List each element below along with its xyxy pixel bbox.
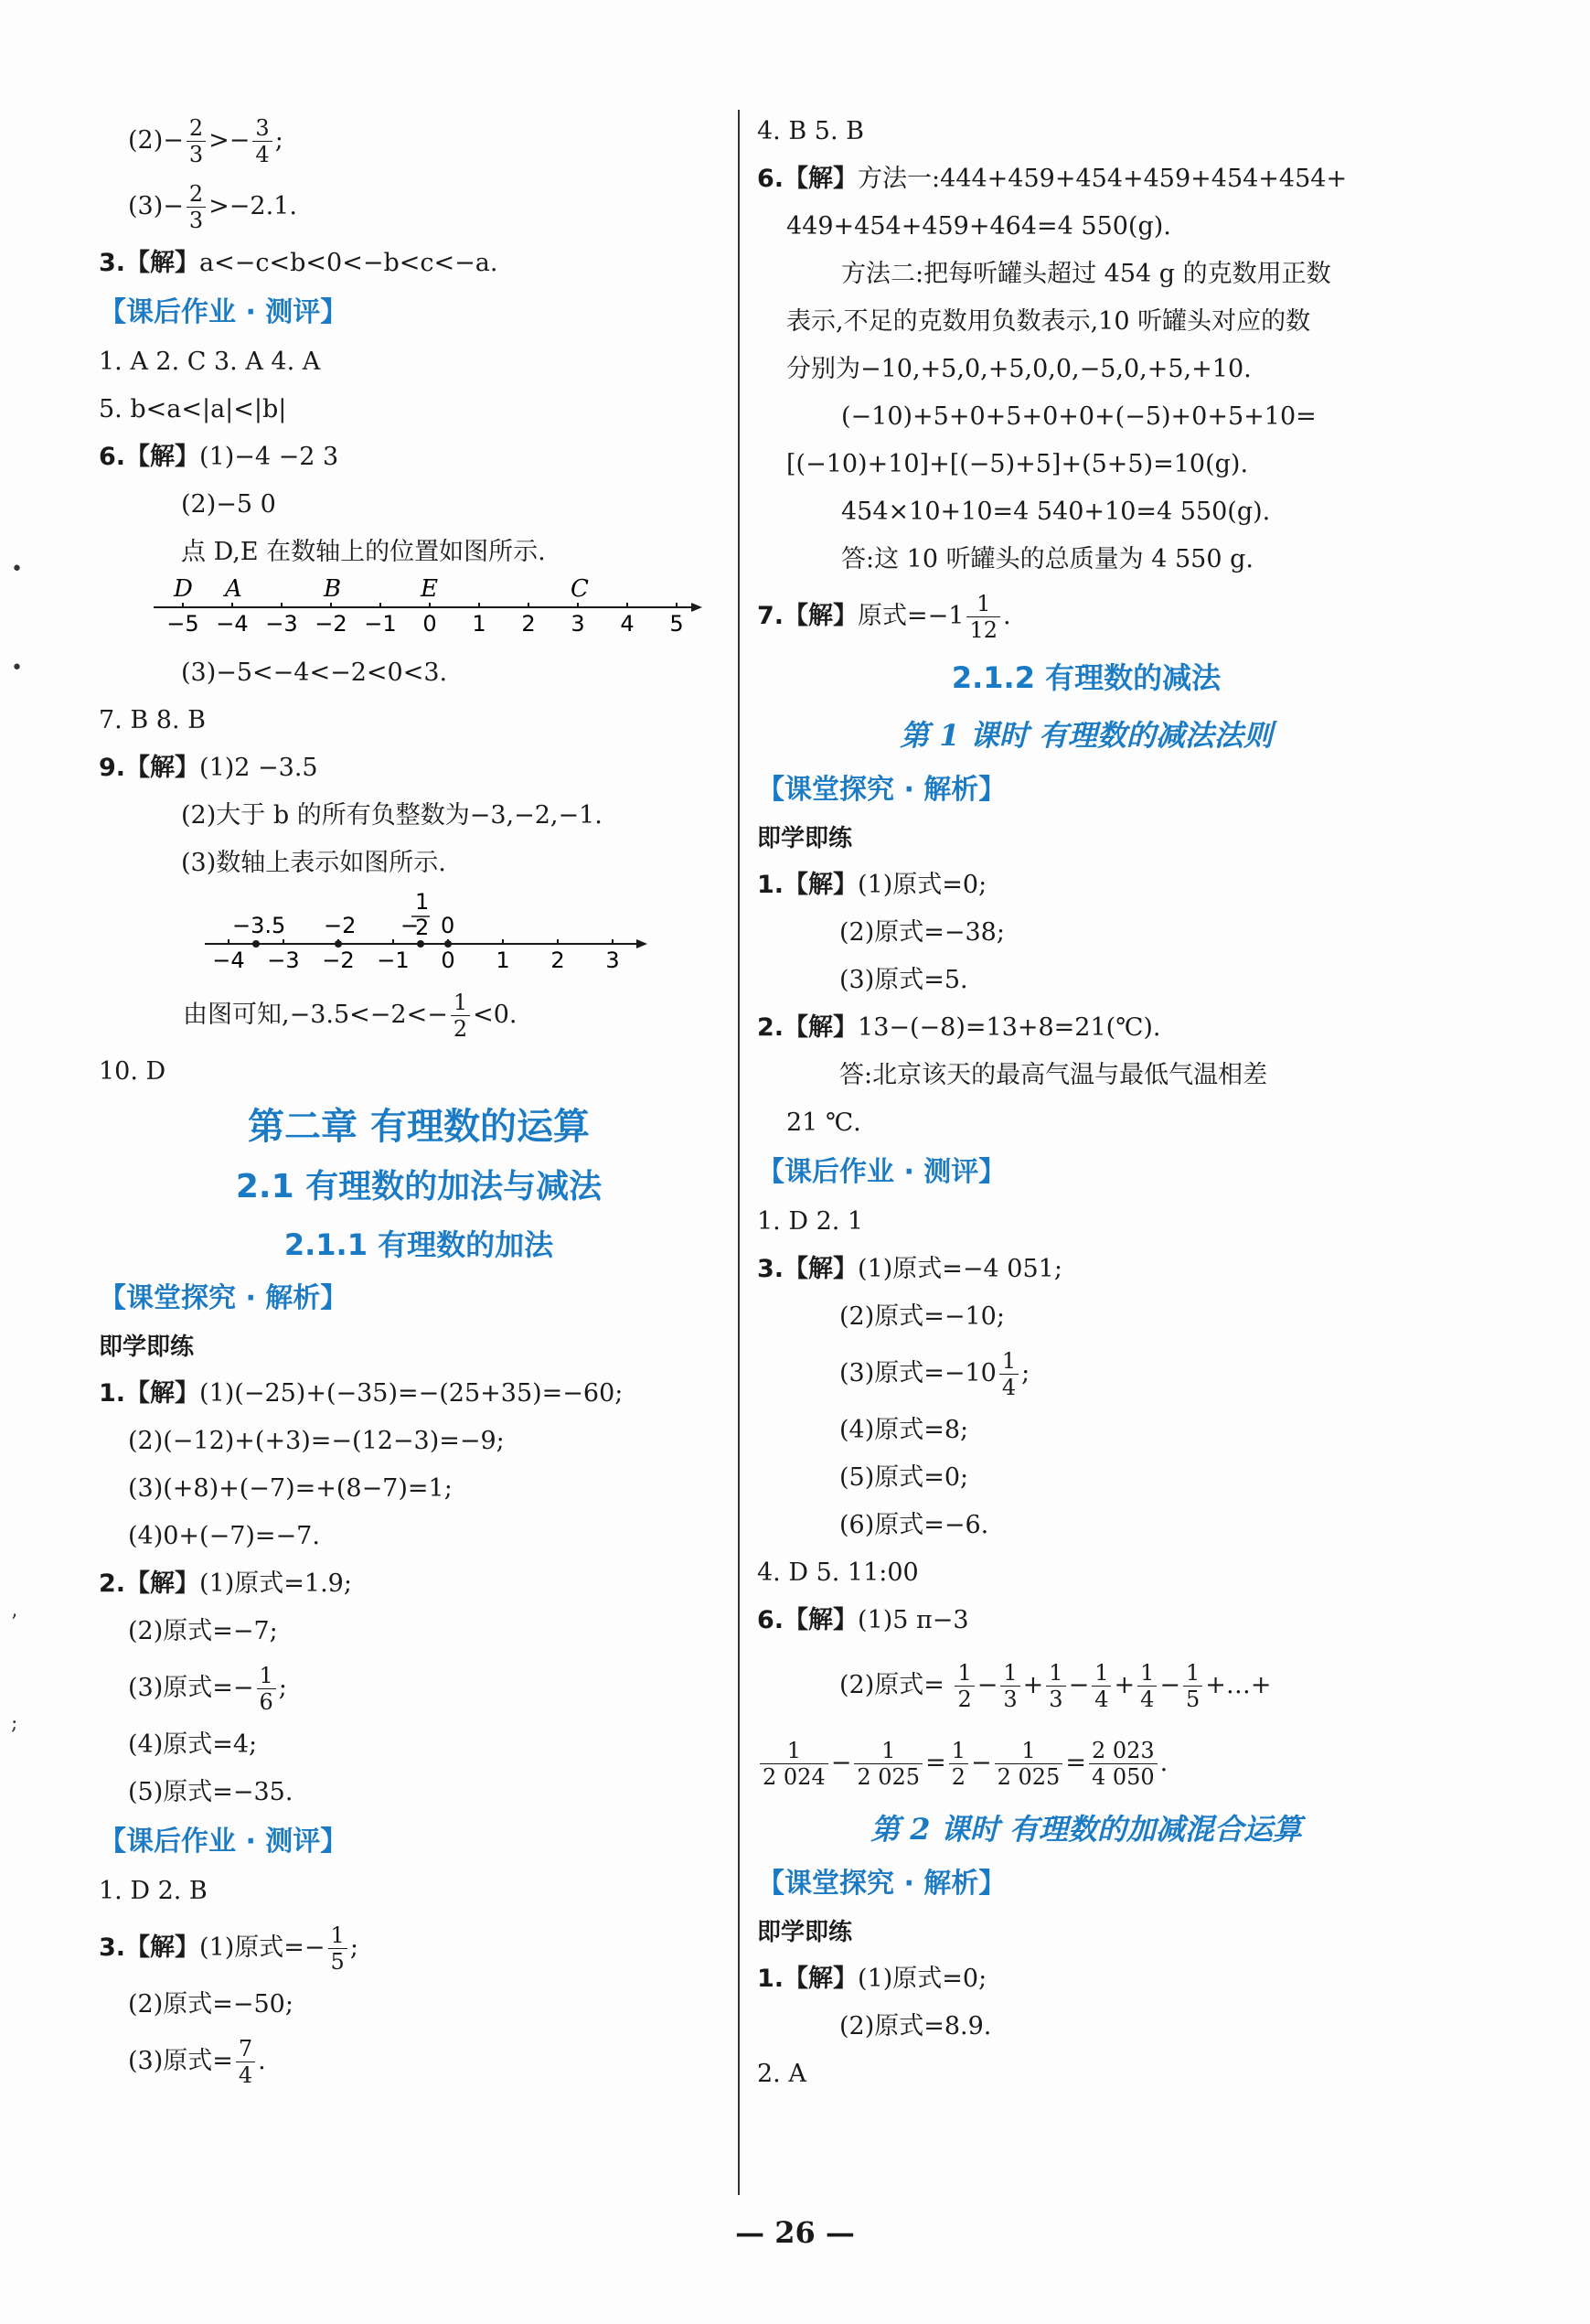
lesson-title: 第 1 课时 有理数的减法法则 [900, 718, 1273, 753]
number-line-2 [99, 887, 739, 982]
practice-label: 即学即练 [757, 825, 853, 852]
tick-label: −3 [265, 611, 298, 637]
fraction: $\frac{1}{2}$ [955, 1660, 974, 1712]
answer-line: (3)原式= $\frac{7}{4}$ . [128, 2036, 266, 2088]
fraction: $\frac{1}{4}$ [1137, 1660, 1157, 1712]
answer-line: (3)− $\frac{2}{3}$ >−2.1. [128, 181, 297, 233]
fraction: $\frac{2}{3}$ [187, 181, 206, 233]
answer-line: (2)原式=−50; [128, 1990, 293, 2019]
axis-arrow [636, 939, 647, 948]
fraction: $\frac{1}{2 024}$ [760, 1738, 828, 1790]
answer-line: (2)原式=−10; [839, 1302, 1005, 1331]
fraction: $\frac{1}{2}$ [949, 1738, 968, 1790]
point-label-B: B [324, 576, 342, 603]
answer-line: 10. D [99, 1057, 166, 1086]
section-label: 【课后作业 · 测评】 [757, 1156, 1007, 1188]
point-label: 0 [441, 913, 455, 938]
answer-line: 21 ℃. [786, 1108, 861, 1137]
point-marker [252, 940, 260, 948]
margin-mark: • [11, 657, 23, 680]
fraction: $\frac{1}{12}$ [966, 591, 1000, 643]
section-label: 【课后作业 · 测评】 [99, 296, 348, 328]
tick-label: −3 [267, 948, 300, 973]
answer-line: (5)原式=0; [839, 1463, 969, 1492]
tick-label: 0 [441, 948, 455, 973]
answer-line: (2)−5 0 [181, 490, 276, 519]
section-label: 【课堂探究 · 解析】 [757, 1868, 1007, 1900]
answer-line: 3.【解】(1)原式=− $\frac{1}{5}$ ; [99, 1922, 358, 1975]
answer-line: 5. b<a<|a|<|b| [99, 395, 287, 423]
point-label: −2 [324, 913, 357, 938]
fraction: $\frac{2}{3}$ [187, 115, 206, 167]
answer-line: (3)原式=−10 $\frac{1}{4}$ ; [839, 1348, 1030, 1400]
answer-line: 4. D 5. 11:00 [757, 1558, 919, 1587]
tick-label: 3 [571, 611, 585, 637]
answer-line: 3.【解】(1)原式=−4 051; [757, 1255, 1062, 1283]
answer-line: 6.【解】(1)−4 −2 3 [99, 443, 339, 471]
answer-line: (2)原式=−38; [839, 918, 1005, 947]
answer-line: 点 D,E 在数轴上的位置如图所示. [181, 538, 546, 566]
answer-line: 分别为−10,+5,0,+5,0,0,−5,0,+5,+10. [786, 355, 1252, 383]
answer-line: 454×10+10=4 540+10=4 550(g). [841, 498, 1271, 526]
tick-label: −2 [322, 948, 355, 973]
fraction: $\frac{2 023}{4 050}$ [1089, 1738, 1158, 1790]
tick-label: −1 [364, 611, 397, 637]
fraction: $\frac{1}{2 025}$ [995, 1738, 1063, 1790]
answer-line: 1. A 2. C 3. A 4. A [99, 348, 321, 376]
answer-line: (4)原式=4; [128, 1730, 258, 1759]
point-label: − [400, 913, 420, 938]
point-label-C: C [571, 576, 589, 603]
answer-line: (6)原式=−6. [839, 1511, 989, 1539]
tick-label: 1 [472, 611, 486, 637]
answer-line: 1.【解】(1)原式=0; [757, 871, 987, 899]
answer-line: 6.【解】方法一:444+459+454+459+454+454+ [757, 165, 1348, 193]
answer-line: [(−10)+10]+[(−5)+5]+(5+5)=10(g). [786, 450, 1249, 478]
tick-label: 3 [605, 948, 620, 973]
answer-line: 1.【解】(1)原式=0; [757, 1965, 987, 1993]
point-label-A: A [225, 576, 242, 603]
fraction: $\frac{1}{5}$ [328, 1922, 347, 1975]
answer-line: (2)大于 b 的所有负整数为−3,−2,−1. [181, 801, 603, 830]
fraction: $\frac{1}{6}$ [257, 1663, 276, 1715]
fraction: $\frac{7}{4}$ [236, 2036, 255, 2088]
answer-line: (3)(+8)+(−7)=+(8−7)=1; [128, 1474, 453, 1503]
tick-label: 2 [550, 948, 565, 973]
point-label: 2 [415, 915, 430, 940]
subsection-title: 2.1.1 有理数的加法 [283, 1227, 554, 1262]
left-column [99, 108, 739, 2094]
fraction: $\frac{1}{2}$ [451, 990, 470, 1042]
answer-line: (3)−5<−4<−2<0<3. [181, 659, 448, 687]
section-label: 【课后作业 · 测评】 [99, 1826, 348, 1858]
answer-line: 7.【解】原式=−1 $\frac{1}{12}$ . [757, 591, 1011, 643]
practice-label: 即学即练 [757, 1919, 853, 1946]
answer-line: 2.【解】13−(−8)=13+8=21(℃). [757, 1013, 1161, 1042]
margin-mark: ; [11, 1712, 18, 1735]
answer-line: (3)原式=− $\frac{1}{6}$ ; [128, 1663, 287, 1715]
point-label: 1 [415, 889, 430, 915]
fraction: $\frac{1}{4}$ [1092, 1660, 1111, 1712]
answer-line: 4. B 5. B [757, 117, 864, 145]
chapter-title: 第二章 有理数的运算 [248, 1106, 590, 1148]
answer-line: 答:这 10 听罐头的总质量为 4 550 g. [841, 545, 1254, 573]
point-marker [417, 940, 424, 948]
tick-label: 5 [669, 611, 684, 637]
answer-line: (3)原式=5. [839, 966, 968, 994]
answer-line: 9.【解】(1)2 −3.5 [99, 754, 318, 782]
answer-line: (4)原式=8; [839, 1416, 969, 1444]
tick-label: 0 [422, 611, 437, 637]
tick-label: −1 [377, 948, 410, 973]
answer-line: 6.【解】(1)5 π−3 [757, 1606, 969, 1634]
fraction: $\frac{1}{5}$ [1183, 1660, 1202, 1712]
lesson-title: 第 2 课时 有理数的加减混合运算 [870, 1812, 1302, 1847]
answer-line: 3.【解】a<−c<b<0<−b<c<−a. [99, 249, 498, 277]
practice-label: 即学即练 [99, 1333, 195, 1361]
point-label-E: E [421, 576, 438, 603]
answer-line: 1. D 2. 1 [757, 1207, 864, 1236]
tick-label: −4 [212, 948, 245, 973]
answer-line: (3)数轴上表示如图所示. [181, 849, 446, 877]
answer-line: 由图可知,−3.5<−2<− $\frac{1}{2}$ <0. [183, 990, 518, 1042]
answer-line: 方法二:把每听罐头超过 454 g 的克数用正数 [841, 260, 1331, 288]
answer-line: (4)0+(−7)=−7. [128, 1522, 320, 1550]
page-number: — 26 — [735, 2215, 855, 2250]
answer-line: (2)原式=8.9. [839, 2012, 992, 2040]
column-divider [738, 110, 740, 2195]
fraction: $\frac{1}{3}$ [1000, 1660, 1019, 1712]
margin-mark: ’ [11, 1612, 17, 1634]
tick-label: −2 [315, 611, 347, 637]
answer-line: 2. A [757, 2060, 806, 2088]
answer-line: 表示,不足的克数用负数表示,10 听罐头对应的数 [786, 307, 1311, 336]
section-title: 2.1 有理数的加法与减法 [235, 1168, 603, 1205]
fraction: $\frac{1}{4}$ [999, 1348, 1019, 1400]
answer-line: (−10)+5+0+5+0+0+(−5)+0+5+10= [841, 402, 1317, 431]
tick-label: 1 [496, 948, 510, 973]
point-label-D: D [174, 576, 193, 603]
tick-label: −5 [166, 611, 199, 637]
fraction: $\frac{3}{4}$ [252, 115, 272, 167]
answer-line: (5)原式=−35. [128, 1778, 293, 1806]
answer-line: 2.【解】(1)原式=1.9; [99, 1569, 352, 1598]
fraction: $\frac{1}{3}$ [1046, 1660, 1065, 1712]
answer-line: 1.【解】(1)(−25)+(−35)=−(25+35)=−60; [99, 1379, 624, 1408]
tick-label: 2 [521, 611, 536, 637]
answer-line: $\frac{1}{2 024}$ − $\frac{1}{2 025}$ = $\frac{1}{2}$ − $\frac{1}{2 025}$ = $\frac{2 023}{4 050}$ . [757, 1727, 1415, 1800]
answer-line: 答:北京该天的最高气温与最低气温相差 [839, 1061, 1268, 1089]
point-marker [335, 940, 342, 948]
tick-label: 4 [620, 611, 635, 637]
answer-line: 449+454+459+464=4 550(g). [786, 212, 1171, 241]
right-column [757, 108, 1415, 2098]
answer-line: 7. B 8. B [99, 706, 206, 734]
section-label: 【课堂探究 · 解析】 [757, 774, 1007, 806]
number-line-1 [99, 576, 739, 649]
point-label: −3.5 [232, 913, 286, 938]
fraction: $\frac{1}{2 025}$ [854, 1738, 923, 1790]
axis-arrow [691, 603, 702, 612]
tick-label: −4 [216, 611, 249, 637]
section-label: 【课堂探究 · 解析】 [99, 1282, 348, 1314]
point-marker [444, 940, 452, 948]
margin-mark: • [11, 558, 23, 581]
answer-line: (2)原式=−7; [128, 1617, 278, 1645]
answer-line: (2)(−12)+(+3)=−(12−3)=−9; [128, 1427, 505, 1455]
answer-line: 1. D 2. B [99, 1877, 208, 1905]
answer-line: (2)原式= $\frac{1}{2}$ − $\frac{1}{3}$ + $\frac{1}{3}$ − $\frac{1}{4}$ + $\frac{1}{4}$ − $\frac{1}{5}$ +…+ [839, 1660, 1272, 1712]
answer-line: (2)− $\frac{2}{3}$ >− $\frac{3}{4}$ ; [128, 115, 283, 167]
subsection-title: 2.1.2 有理数的减法 [951, 660, 1222, 695]
